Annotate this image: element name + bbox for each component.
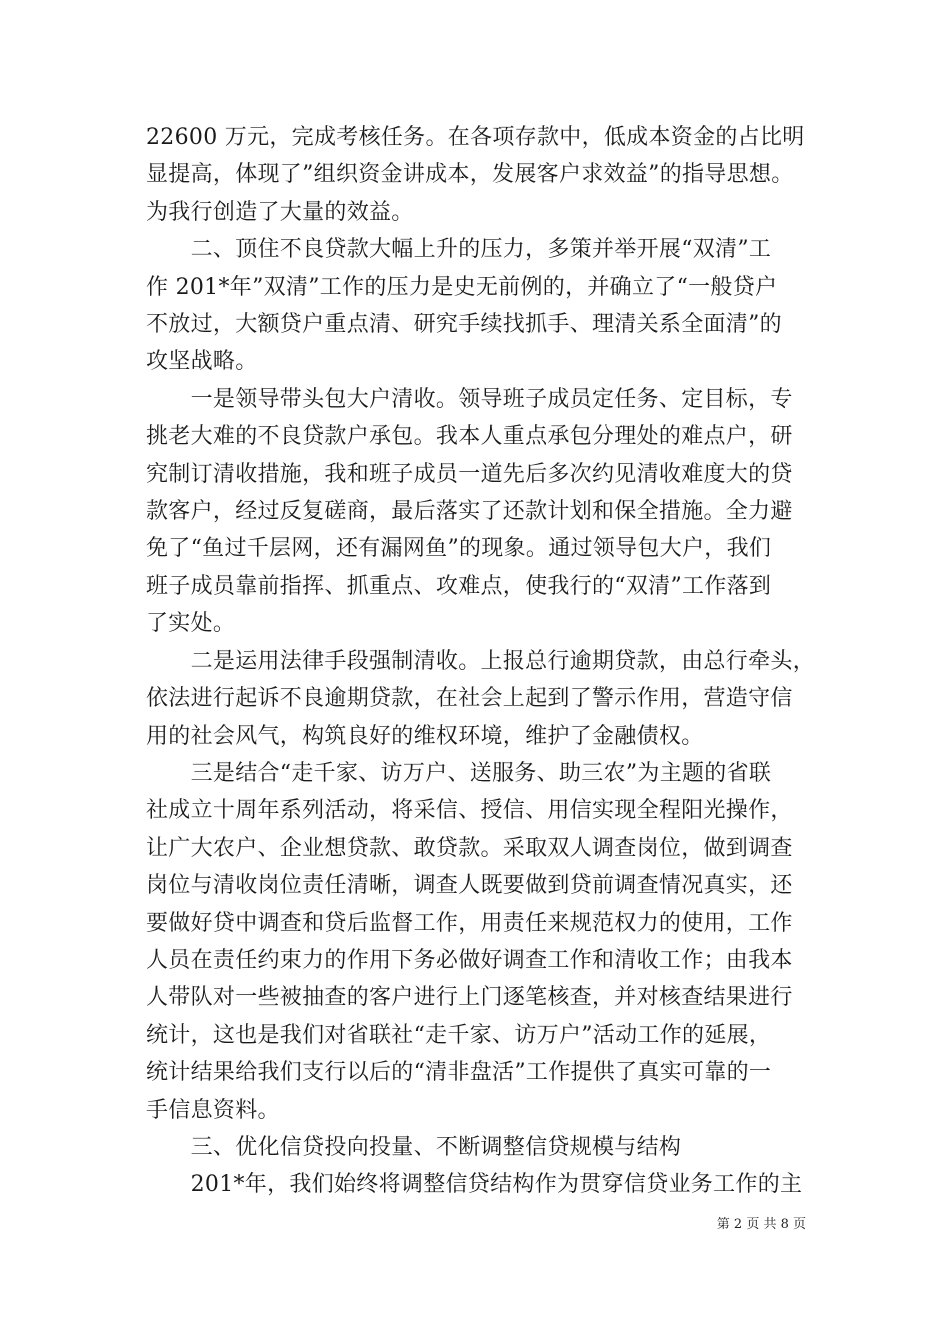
text-line: 统计结果给我们支行以后的“清非盘活”工作提供了真实可靠的一 [146, 1060, 772, 1086]
text-line: 班子成员靠前指挥、抓重点、攻难点，使我行的“双清”工作落到 [146, 573, 772, 599]
text-line: 三、优化信贷投向投量、不断调整信贷规模与结构 [146, 1134, 682, 1160]
text-line: 手信息资料。 [146, 1097, 280, 1123]
text-line: 一是领导带头包大户清收。领导班子成员定任务、定目标，专 [146, 386, 793, 412]
text-line: 用的社会风气，构筑良好的维权环境，维护了金融债权。 [146, 723, 704, 749]
paragraph-6 [146, 1166, 808, 1203]
text-line: 要做好贷中调查和贷后监督工作，用责任来规范权力的使用，工作 [146, 910, 793, 936]
paragraph-4 [146, 643, 816, 755]
text-line: 为我行创造了大量的效益。 [146, 199, 414, 225]
paragraph-5 [146, 755, 808, 1129]
text-line: 人带队对一些被抽查的客户进行上门逐笔核查，并对核查结果进行 [146, 985, 793, 1011]
text-line: 社成立十周年系列活动，将采信、授信、用信实现全程阳光操作， [146, 798, 793, 824]
text-line: 让广大农户、企业想贷款、敢贷款。采取双人调查岗位，做到调查 [146, 835, 793, 861]
text-line: 依法进行起诉不良逾期贷款，在社会上起到了警示作用，营造守信 [146, 686, 793, 712]
text-line: 攻坚战略。 [146, 349, 258, 375]
text-line: 显提高，体现了”组织资金讲成本，发展客户求效益”的指导思想。 [146, 162, 794, 188]
text-line: 作 201*年”双清”工作的压力是史无前例的，并确立了“一般贷户 [146, 274, 778, 300]
text-line: 不放过，大额贷户重点清、研究手续找抓手、理清关系全面清”的 [146, 312, 782, 338]
page-number-footer: 第 2 页 共 8 页 [716, 1217, 806, 1232]
text-line: 三是结合“走千家、访万户、送服务、助三农”为主题的省联 [146, 760, 772, 786]
text-line: 22600 万元，完成考核任务。在各项存款中，低成本资金的占比明 [146, 125, 805, 150]
paragraph-1 [146, 119, 808, 231]
text-line: 究制订清收措施，我和班子成员一道先后多次约见清收难度大的贷 [146, 461, 793, 487]
paragraph-2 [146, 231, 808, 381]
text-line: 统计，这也是我们对省联社“走千家、访万户”活动工作的延展， [146, 1022, 772, 1048]
text-line: 岗位与清收岗位责任清晰，调查人既要做到贷前调查情况真实，还 [146, 873, 793, 899]
text-line: 二、顶住不良贷款大幅上升的压力，多策并举开展“双清”工 [146, 237, 772, 263]
text-line: 201*年，我们始终将调整信贷结构作为贯穿信贷业务工作的主 [146, 1172, 803, 1198]
document-body [146, 119, 816, 1204]
text-line: 免了“鱼过千层网，还有漏网鱼”的现象。通过领导包大户，我们 [146, 536, 772, 562]
text-line: 挑老大难的不良贷款户承包。我本人重点承包分理处的难点户，研 [146, 424, 793, 450]
text-line: 了实处。 [146, 611, 236, 637]
text-line: 人员在责任约束力的作用下务必做好调查工作和清收工作；由我本 [146, 947, 793, 973]
paragraph-3 [146, 381, 808, 643]
text-line: 款客户，经过反复磋商，最后落实了还款计划和保全措施。全力避 [146, 499, 793, 525]
text-line: 二是运用法律手段强制清收。上报总行逾期贷款，由总行牵头， [146, 648, 816, 674]
section-heading-3 [146, 1129, 808, 1166]
